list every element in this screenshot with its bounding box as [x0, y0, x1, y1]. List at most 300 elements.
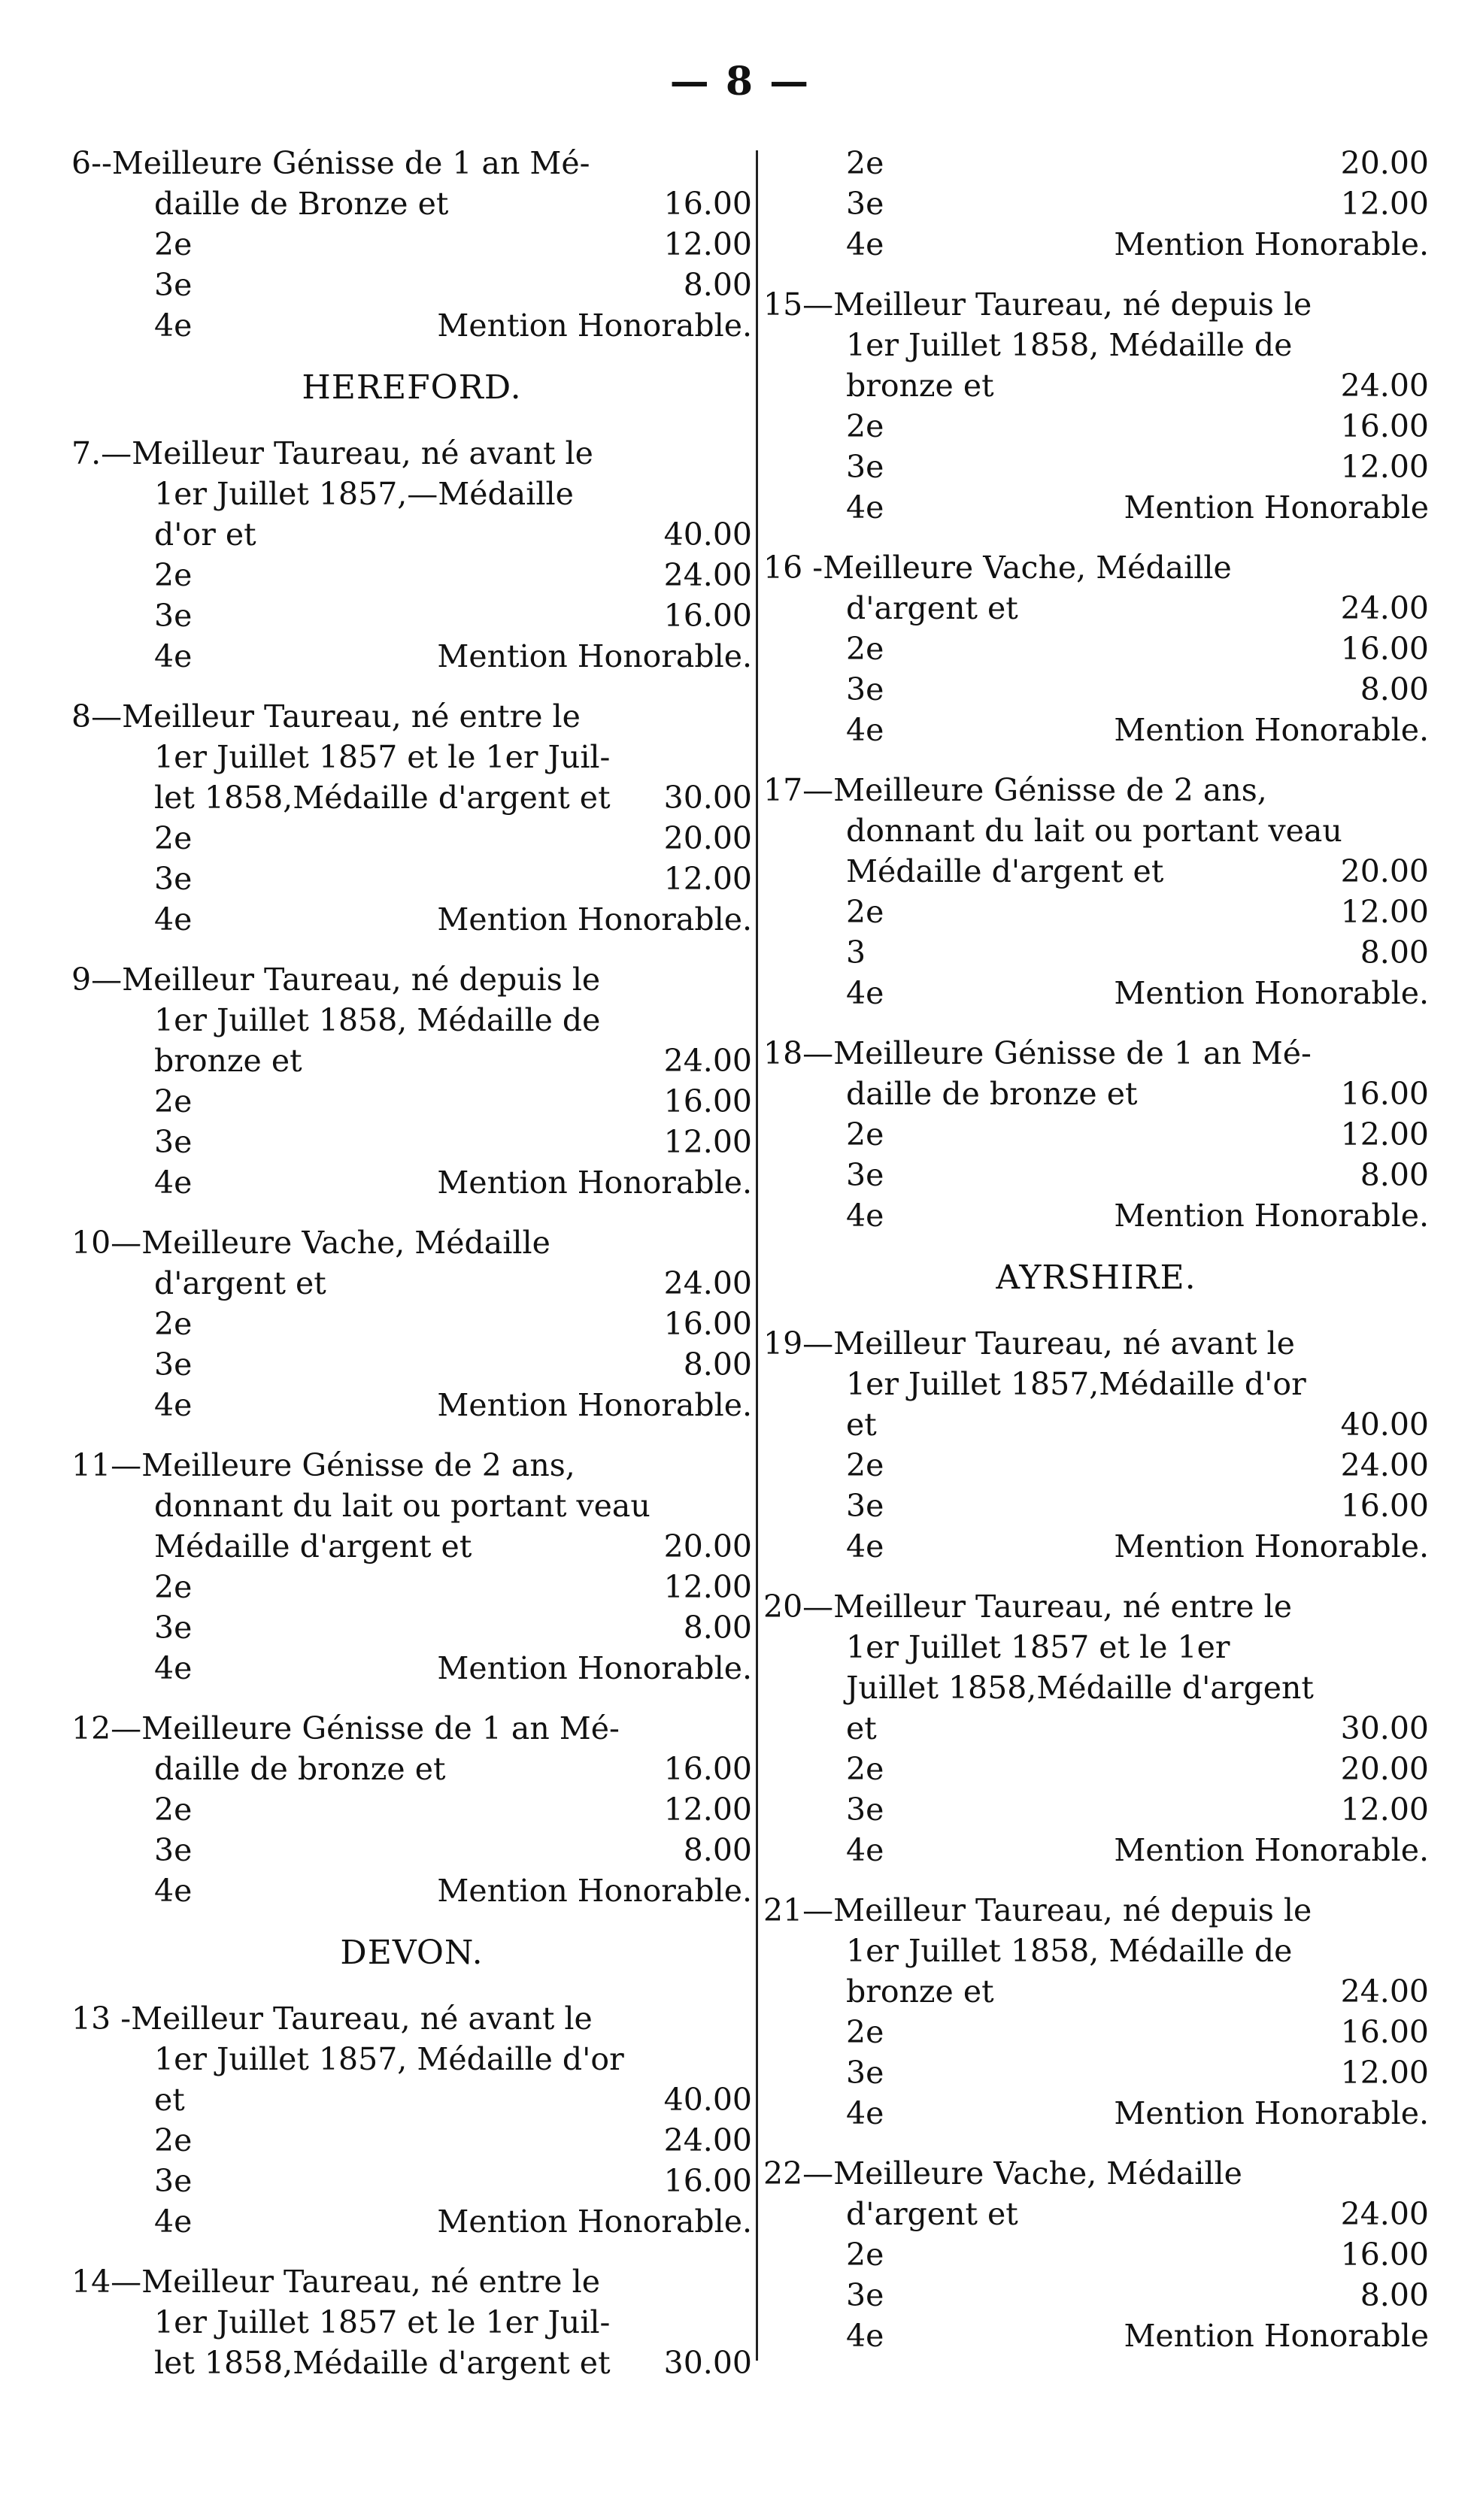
- prize-row: [763, 143, 1429, 183]
- prize-value: 24.00: [1340, 1447, 1429, 1483]
- entry-title-line: [763, 1033, 1429, 1074]
- prize-value: 16.00: [1340, 408, 1429, 444]
- prize-rank: 2e: [846, 1751, 884, 1787]
- entry-title-line: [763, 2194, 1429, 2234]
- prize-row: [71, 1122, 752, 1162]
- prize-rank: 2e: [154, 226, 193, 262]
- entry-title-text: 10—Meilleure Vache, Médaille: [71, 1225, 550, 1261]
- prize-value: Mention Honorable.: [1114, 2095, 1429, 2131]
- entry-title-line: [71, 474, 752, 514]
- prize-row: [763, 1114, 1429, 1155]
- prize-value: Mention Honorable.: [1114, 226, 1429, 262]
- entry-title-line: [763, 588, 1429, 628]
- prize-row: [71, 224, 752, 265]
- prize-value: 20.00: [663, 820, 752, 856]
- entry-number: 19—: [763, 1325, 834, 1361]
- prize-rank: 3e: [846, 2277, 884, 2313]
- entry-title-text: d'argent et: [154, 1265, 326, 1301]
- entry-title-line: [71, 2039, 752, 2079]
- prize-entry: [763, 547, 1429, 750]
- entry-title-text: 13 -Meilleur Taureau, né avant le: [71, 2001, 593, 2037]
- first-prize-amount: 24.00: [663, 1043, 752, 1079]
- entry-title-line: [763, 1364, 1429, 1404]
- entry-title-line: [763, 1074, 1429, 1114]
- prize-row: [71, 1081, 752, 1122]
- entry-title-line: [71, 1222, 752, 1263]
- prize-row: [71, 1304, 752, 1344]
- prize-row: [763, 628, 1429, 669]
- prize-row: [763, 932, 1429, 973]
- first-prize-amount: 30.00: [1340, 1710, 1429, 1746]
- prize-row: [71, 2201, 752, 2242]
- prize-value: 12.00: [663, 1124, 752, 1160]
- entry-title-line: [71, 2079, 752, 2120]
- prize-entry: [71, 696, 752, 940]
- entry-number: 6--: [71, 145, 112, 181]
- prize-row: [763, 1749, 1429, 1789]
- entry-title-text: 1er Juillet 1858, Médaille de: [846, 1933, 1293, 1969]
- entry-title-line: [71, 1263, 752, 1304]
- prize-entry: [763, 1890, 1429, 2134]
- prize-rank: 4e: [846, 712, 884, 748]
- prize-row: [763, 1486, 1429, 1526]
- first-prize-amount: 16.00: [663, 186, 752, 222]
- entry-title-text: 1er Juillet 1857, Médaille d'or: [154, 2041, 624, 2077]
- prize-value: 8.00: [1360, 1157, 1429, 1193]
- entry-number: 7.—: [71, 435, 132, 471]
- entry-title-line: [763, 1708, 1429, 1749]
- prize-row: [763, 1830, 1429, 1870]
- prize-rank: 4e: [154, 1650, 193, 1686]
- prize-value: 20.00: [1340, 145, 1429, 181]
- prize-row: [763, 183, 1429, 224]
- entry-title-line: [763, 810, 1429, 851]
- prize-row: [763, 669, 1429, 710]
- entry-number: 16 -: [763, 550, 823, 586]
- prize-value: 20.00: [1340, 1751, 1429, 1787]
- prize-rank: 4e: [154, 307, 193, 344]
- entry-title-line: [763, 1971, 1429, 2012]
- first-prize-amount: 16.00: [663, 1751, 752, 1787]
- prize-value: 12.00: [1340, 186, 1429, 222]
- entry-title-text: et: [154, 2082, 185, 2118]
- entry-title-text: 21—Meilleur Taureau, né depuis le: [763, 1892, 1312, 1928]
- prize-rank: 3e: [846, 1792, 884, 1828]
- entry-number: 20—: [763, 1589, 834, 1625]
- prize-value: 8.00: [1360, 2277, 1429, 2313]
- entry-title-text: 1er Juillet 1857 et le 1er Juil-: [154, 739, 611, 775]
- prize-value: 24.00: [663, 2122, 752, 2158]
- prize-value: Mention Honorable.: [437, 638, 752, 674]
- prize-rank: 2e: [846, 1116, 884, 1152]
- first-prize-amount: 20.00: [1340, 853, 1429, 889]
- prize-rank: 4e: [846, 226, 884, 262]
- prize-value: 8.00: [683, 267, 752, 303]
- entry-title-line: [71, 1749, 752, 1789]
- entry-title-line: [71, 1040, 752, 1081]
- prize-rank: 3e: [846, 449, 884, 485]
- prize-row: [71, 555, 752, 595]
- entry-title-text: 16 -Meilleure Vache, Médaille: [763, 550, 1232, 586]
- entry-title-text: let 1858,Médaille d'argent et: [154, 780, 611, 816]
- entry-title-text: d'or et: [154, 516, 256, 553]
- prize-rank: 3e: [154, 598, 193, 634]
- prize-value: 16.00: [1340, 2014, 1429, 2050]
- first-prize-amount: 20.00: [663, 1528, 752, 1564]
- prize-row: [763, 1155, 1429, 1195]
- prize-row: [763, 1789, 1429, 1830]
- entry-title-text: donnant du lait ou portant veau: [846, 813, 1342, 849]
- entry-title-line: [763, 1931, 1429, 1971]
- entry-title-text: daille de bronze et: [154, 1751, 446, 1787]
- prize-row: [763, 2093, 1429, 2134]
- prize-rank: 3e: [154, 1832, 193, 1868]
- prize-rank: 2e: [846, 894, 884, 930]
- entry-title-line: [763, 1323, 1429, 1364]
- first-prize-amount: 24.00: [1340, 590, 1429, 626]
- prize-row: [71, 2120, 752, 2161]
- prize-entry: [71, 2261, 752, 2383]
- entry-title-text: d'argent et: [846, 2196, 1018, 2232]
- prize-value: 16.00: [1340, 1488, 1429, 1524]
- entry-title-text: bronze et: [154, 1043, 302, 1079]
- entry-title-line: [71, 2343, 752, 2383]
- entry-number: 11—: [71, 1447, 142, 1483]
- entry-title-line: [71, 433, 752, 474]
- prize-rank: 4e: [846, 1832, 884, 1868]
- entry-title-text: 7.—Meilleur Taureau, né avant le: [71, 435, 593, 471]
- first-prize-amount: 24.00: [1340, 368, 1429, 404]
- entry-title-text: Juillet 1858,Médaille d'argent: [846, 1670, 1314, 1706]
- entry-title-line: [71, 2261, 752, 2302]
- prize-value: Mention Honorable.: [1114, 1528, 1429, 1564]
- prize-entry: [71, 433, 752, 677]
- prize-row: [763, 1526, 1429, 1567]
- prize-rank: 3e: [846, 1488, 884, 1524]
- prize-row: [71, 859, 752, 899]
- prize-row: [71, 2161, 752, 2201]
- prize-rank: 4e: [846, 489, 884, 526]
- prize-entry: [763, 1586, 1429, 1870]
- prize-row: [71, 305, 752, 346]
- prize-entry: [763, 1323, 1429, 1567]
- entry-title-text: 1er Juillet 1857,Médaille d'or: [846, 1366, 1306, 1402]
- entry-title-text: donnant du lait ou portant veau: [154, 1488, 651, 1524]
- prize-row: [71, 1385, 752, 1425]
- entry-title-text: bronze et: [846, 368, 994, 404]
- entry-title-line: [71, 737, 752, 777]
- prize-value: 12.00: [1340, 2055, 1429, 2091]
- entry-title-line: [71, 696, 752, 737]
- prize-entry: [71, 143, 752, 346]
- entry-title-text: Médaille d'argent et: [154, 1528, 472, 1564]
- prize-value: 12.00: [663, 1792, 752, 1828]
- prize-value: 12.00: [663, 1569, 752, 1605]
- entry-number: 10—: [71, 1225, 142, 1261]
- prize-value: Mention Honorable.: [437, 1650, 752, 1686]
- prize-value: Mention Honorable.: [1114, 1832, 1429, 1868]
- prize-entry: [763, 770, 1429, 1013]
- entry-title-text: 17—Meilleure Génisse de 2 ans,: [763, 772, 1267, 808]
- entry-title-line: [763, 2153, 1429, 2194]
- entry-title-line: [763, 770, 1429, 810]
- prize-row: [71, 1789, 752, 1830]
- prize-row: [763, 2316, 1429, 2356]
- entry-title-text: 18—Meilleure Génisse de 1 an Mé-: [763, 1035, 1312, 1071]
- prize-value: Mention Honorable.: [437, 1165, 752, 1201]
- entry-title-line: [763, 1667, 1429, 1708]
- prize-value: Mention Honorable.: [1114, 712, 1429, 748]
- prize-value: Mention Honorable.: [437, 1387, 752, 1423]
- prize-rank: 3e: [846, 1157, 884, 1193]
- entry-number: 8—: [71, 698, 123, 734]
- prize-row: [763, 2012, 1429, 2052]
- prize-value: 16.00: [1340, 2237, 1429, 2273]
- prize-value: 8.00: [1360, 671, 1429, 707]
- entry-title-text: 1er Juillet 1857 et le 1er Juil-: [154, 2304, 611, 2340]
- prize-value: Mention Honorable.: [437, 2203, 752, 2240]
- entry-title-text: let 1858,Médaille d'argent et: [154, 2345, 611, 2381]
- prize-row: [71, 899, 752, 940]
- page-number: — 8 —: [669, 59, 811, 104]
- prize-rank: 4e: [154, 638, 193, 674]
- prize-value: 16.00: [663, 598, 752, 634]
- prize-rank: 3e: [154, 267, 193, 303]
- entry-number: 9—: [71, 962, 123, 998]
- prize-row: [763, 892, 1429, 932]
- prize-row: [71, 1162, 752, 1203]
- entry-title-line: [763, 851, 1429, 892]
- entry-title-line: [71, 1486, 752, 1526]
- prize-value: Mention Honorable.: [437, 1873, 752, 1909]
- first-prize-amount: 30.00: [663, 780, 752, 816]
- prize-entry: [71, 1998, 752, 2242]
- column-divider: [756, 150, 758, 2361]
- prize-value: 12.00: [1340, 449, 1429, 485]
- prize-value: 12.00: [663, 226, 752, 262]
- prize-rank: 3: [846, 934, 866, 971]
- prize-rank: 3e: [846, 186, 884, 222]
- prize-rank: 4e: [846, 2318, 884, 2354]
- entry-title-text: 20—Meilleur Taureau, né entre le: [763, 1589, 1292, 1625]
- entry-title-line: [763, 1404, 1429, 1445]
- prize-row: [763, 487, 1429, 528]
- entry-title-text: 8—Meilleur Taureau, né entre le: [71, 698, 581, 734]
- prize-rank: 2e: [154, 557, 193, 593]
- prize-row: [763, 710, 1429, 750]
- section-heading: HEREFORD.: [302, 368, 522, 407]
- prize-row: [71, 595, 752, 636]
- prize-rank: 2e: [846, 2014, 884, 2050]
- entry-title-text: 11—Meilleure Génisse de 2 ans,: [71, 1447, 575, 1483]
- prize-row: [763, 1195, 1429, 1236]
- prize-rank: 2e: [846, 1447, 884, 1483]
- first-prize-amount: 24.00: [1340, 2196, 1429, 2232]
- prize-row: [71, 1607, 752, 1648]
- prize-value: 12.00: [663, 861, 752, 897]
- prize-value: Mention Honorable.: [437, 901, 752, 937]
- entry-title-text: daille de Bronze et: [154, 186, 449, 222]
- prize-row: [71, 1870, 752, 1911]
- entry-title-text: 6--Meilleure Génisse de 1 an Mé-: [71, 145, 590, 181]
- prize-rank: 2e: [154, 820, 193, 856]
- prize-rank: 4e: [154, 901, 193, 937]
- entry-title-text: 15—Meilleur Taureau, né depuis le: [763, 286, 1312, 323]
- entry-title-line: [763, 1627, 1429, 1667]
- entry-title-text: 1er Juillet 1857 et le 1er: [846, 1629, 1230, 1665]
- prize-value: 16.00: [663, 1083, 752, 1119]
- prize-value: 12.00: [1340, 1116, 1429, 1152]
- prize-rank: 4e: [154, 1165, 193, 1201]
- prize-value: 24.00: [663, 557, 752, 593]
- prize-rank: 3e: [154, 1124, 193, 1160]
- prize-value: 16.00: [663, 1306, 752, 1342]
- prize-rank: 4e: [846, 2095, 884, 2131]
- entry-title-line: [71, 1526, 752, 1567]
- entry-title-line: [71, 1708, 752, 1749]
- entry-title-text: d'argent et: [846, 590, 1018, 626]
- entry-title-line: [71, 1998, 752, 2039]
- prize-rank: 4e: [154, 2203, 193, 2240]
- prize-row: [71, 636, 752, 677]
- entry-title-line: [71, 1445, 752, 1486]
- prize-rank: 2e: [154, 1569, 193, 1605]
- first-prize-amount: 40.00: [663, 2082, 752, 2118]
- prize-row: [763, 1445, 1429, 1486]
- prize-entry: [763, 143, 1429, 265]
- prize-value: 12.00: [1340, 894, 1429, 930]
- prize-value: Mention Honorable.: [1114, 1198, 1429, 1234]
- prize-row: [763, 224, 1429, 265]
- entry-title-text: 1er Juillet 1858, Médaille de: [154, 1002, 601, 1038]
- prize-row: [71, 1567, 752, 1607]
- first-prize-amount: 16.00: [1340, 1076, 1429, 1112]
- prize-row: [71, 1648, 752, 1689]
- prize-rank: 2e: [154, 1306, 193, 1342]
- entry-title-text: 1er Juillet 1857,—Médaille: [154, 476, 574, 512]
- entry-number: 14—: [71, 2264, 142, 2300]
- entry-number: 15—: [763, 286, 834, 323]
- entry-title-line: [763, 1586, 1429, 1627]
- prize-rank: 4e: [154, 1387, 193, 1423]
- prize-row: [763, 973, 1429, 1013]
- entry-title-line: [763, 547, 1429, 588]
- first-prize-amount: 40.00: [663, 516, 752, 553]
- prize-entry: [71, 1222, 752, 1425]
- prize-entry: [71, 1708, 752, 1911]
- prize-rank: 3e: [154, 2163, 193, 2199]
- entry-title-text: 1er Juillet 1858, Médaille de: [846, 327, 1293, 363]
- entry-title-text: et: [846, 1710, 877, 1746]
- prize-row: [71, 1830, 752, 1870]
- section-heading: AYRSHIRE.: [996, 1258, 1196, 1297]
- prize-rank: 3e: [154, 1346, 193, 1383]
- prize-value: Mention Honorable.: [437, 307, 752, 344]
- entry-title-text: 14—Meilleur Taureau, né entre le: [71, 2264, 600, 2300]
- prize-value: Mention Honorable.: [1114, 975, 1429, 1011]
- entry-title-line: [71, 2302, 752, 2343]
- prize-entry: [71, 1445, 752, 1689]
- entry-number: 18—: [763, 1035, 834, 1071]
- entry-number: 13 -: [71, 2001, 132, 2037]
- prize-row: [763, 406, 1429, 447]
- prize-row: [763, 2234, 1429, 2275]
- right-column: [763, 143, 1429, 2376]
- prize-rank: 3e: [846, 671, 884, 707]
- first-prize-amount: 40.00: [1340, 1407, 1429, 1443]
- prize-value: 8.00: [683, 1610, 752, 1646]
- prize-value: 12.00: [1340, 1792, 1429, 1828]
- entry-number: 22—: [763, 2155, 834, 2191]
- prize-value: 16.00: [663, 2163, 752, 2199]
- entry-title-line: [71, 514, 752, 555]
- prize-rank: 2e: [846, 408, 884, 444]
- prize-entry: [763, 2153, 1429, 2356]
- prize-rank: 3e: [846, 2055, 884, 2091]
- prize-rank: 2e: [154, 1083, 193, 1119]
- entry-title-text: 9—Meilleur Taureau, né depuis le: [71, 962, 601, 998]
- prize-rank: 4e: [846, 975, 884, 1011]
- entry-number: 12—: [71, 1710, 142, 1746]
- entry-title-text: 19—Meilleur Taureau, né avant le: [763, 1325, 1295, 1361]
- prize-rank: 4e: [154, 1873, 193, 1909]
- entry-title-text: daille de bronze et: [846, 1076, 1138, 1112]
- prize-rank: 2e: [846, 145, 884, 181]
- entry-title-line: [763, 284, 1429, 325]
- first-prize-amount: 24.00: [663, 1265, 752, 1301]
- entry-title-line: [763, 325, 1429, 365]
- prize-row: [71, 1344, 752, 1385]
- prize-value: Mention Honorable: [1124, 489, 1429, 526]
- prize-row: [71, 265, 752, 305]
- entry-number: 17—: [763, 772, 834, 808]
- first-prize-amount: 24.00: [1340, 1973, 1429, 2010]
- entry-title-text: 22—Meilleure Vache, Médaille: [763, 2155, 1242, 2191]
- entry-title-line: [71, 777, 752, 818]
- prize-rank: 4e: [846, 1198, 884, 1234]
- prize-rank: 4e: [846, 1528, 884, 1564]
- prize-entry: [71, 959, 752, 1203]
- entry-title-text: 12—Meilleure Génisse de 1 an Mé-: [71, 1710, 620, 1746]
- prize-row: [763, 2052, 1429, 2093]
- prize-entry: [763, 284, 1429, 528]
- prize-row: [763, 2275, 1429, 2316]
- prize-rank: 3e: [154, 1610, 193, 1646]
- prize-value: 8.00: [683, 1832, 752, 1868]
- first-prize-amount: 30.00: [663, 2345, 752, 2381]
- entry-title-line: [71, 183, 752, 224]
- prize-value: 8.00: [1360, 934, 1429, 971]
- prize-value: Mention Honorable: [1124, 2318, 1429, 2354]
- prize-rank: 2e: [846, 2237, 884, 2273]
- prize-rank: 2e: [846, 631, 884, 667]
- entry-title-text: Médaille d'argent et: [846, 853, 1164, 889]
- left-column: [71, 143, 752, 2403]
- prize-value: 16.00: [1340, 631, 1429, 667]
- prize-rank: 2e: [154, 2122, 193, 2158]
- entry-title-line: [763, 1890, 1429, 1931]
- entry-title-line: [763, 365, 1429, 406]
- prize-row: [763, 447, 1429, 487]
- entry-number: 21—: [763, 1892, 834, 1928]
- entry-title-text: bronze et: [846, 1973, 994, 2010]
- prize-rank: 3e: [154, 861, 193, 897]
- entry-title-line: [71, 959, 752, 1000]
- section-heading: DEVON.: [340, 1934, 484, 1972]
- entry-title-line: [71, 143, 752, 183]
- prize-rank: 2e: [154, 1792, 193, 1828]
- prize-entry: [763, 1033, 1429, 1236]
